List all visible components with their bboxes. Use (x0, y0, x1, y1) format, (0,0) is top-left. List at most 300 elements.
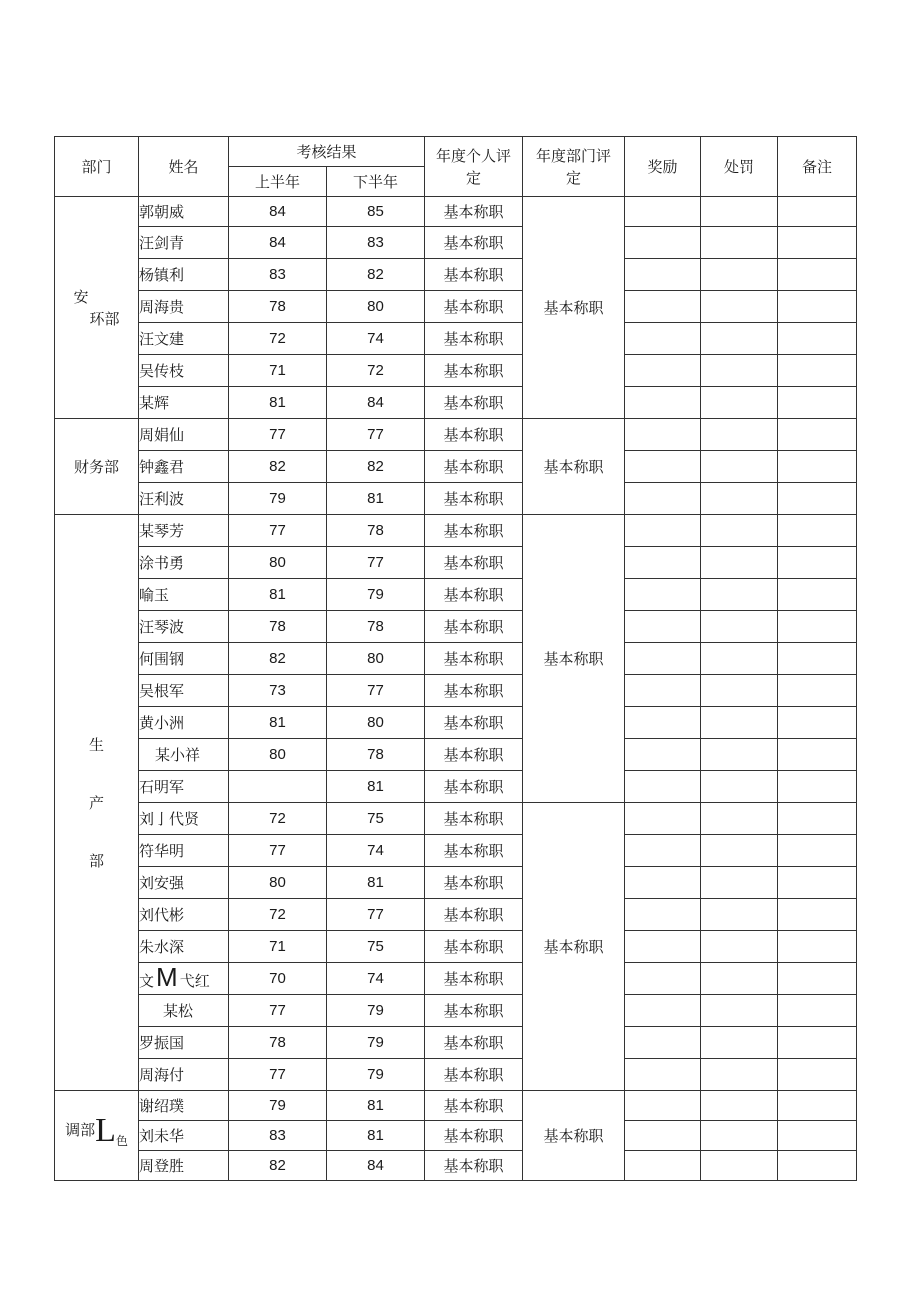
score-h1: 71 (229, 355, 327, 387)
penalty-cell (701, 1091, 778, 1121)
person-name: 周海贵 (139, 297, 185, 316)
person-name-part: M (156, 962, 178, 992)
score-h2: 79 (327, 1027, 425, 1059)
dept-cell (55, 1091, 139, 1181)
personal-eval-cell: 基本称职 (425, 579, 523, 611)
score-h1 (229, 771, 327, 803)
reward-cell (625, 899, 701, 931)
person-name: 吴传枝 (139, 361, 185, 380)
assessment-table (54, 136, 857, 1181)
score-h1: 78 (229, 291, 327, 323)
dept-eval-cell: 基本称职 (523, 515, 625, 803)
reward-cell (625, 1151, 701, 1181)
penalty-cell (701, 867, 778, 899)
score-h1: 80 (229, 547, 327, 579)
personal-eval-cell: 基本称职 (425, 1059, 523, 1091)
score-h1: 77 (229, 515, 327, 547)
remark-cell (778, 771, 857, 803)
personal-eval-cell: 基本称职 (425, 227, 523, 259)
table-row (55, 355, 857, 387)
dept-name-part: 部 (88, 851, 104, 870)
score-h2: 78 (327, 515, 425, 547)
score-h2: 77 (327, 419, 425, 451)
penalty-cell (701, 995, 778, 1027)
person-name: 周娟仙 (139, 425, 185, 444)
penalty-cell (701, 643, 778, 675)
score-h1: 77 (229, 835, 327, 867)
score-h2: 77 (327, 675, 425, 707)
personal-eval-cell: 基本称职 (425, 771, 523, 803)
penalty-cell (701, 739, 778, 771)
name-cell (139, 483, 229, 515)
name-cell (139, 323, 229, 355)
person-name: 汪文建 (139, 329, 185, 348)
person-name: 汪琴波 (139, 617, 185, 636)
personal-eval-cell: 基本称职 (425, 675, 523, 707)
reward-cell (625, 419, 701, 451)
score-h1: 80 (229, 739, 327, 771)
reward-cell (625, 771, 701, 803)
penalty-cell (701, 1059, 778, 1091)
penalty-cell (701, 515, 778, 547)
score-h2: 74 (327, 835, 425, 867)
reward-cell (625, 197, 701, 227)
person-name: 某松 (163, 1001, 194, 1020)
score-h2: 81 (327, 483, 425, 515)
header-reward: 奖励 (625, 137, 701, 197)
dept-cell (55, 515, 139, 1091)
remark-cell (778, 259, 857, 291)
remark-cell (778, 707, 857, 739)
remark-cell (778, 227, 857, 259)
name-cell (139, 1027, 229, 1059)
person-name: 符华明 (139, 841, 185, 860)
table-row (55, 227, 857, 259)
score-h1: 82 (229, 451, 327, 483)
score-h2: 82 (327, 259, 425, 291)
reward-cell (625, 1027, 701, 1059)
table-row (55, 1151, 857, 1181)
header-personal-eval-l1: 年度个人评 (436, 146, 512, 165)
personal-eval-cell: 基本称职 (425, 323, 523, 355)
personal-eval-cell: 基本称职 (425, 931, 523, 963)
name-cell (139, 931, 229, 963)
name-cell (139, 355, 229, 387)
name-cell (139, 771, 229, 803)
name-cell (139, 547, 229, 579)
table-row (55, 963, 857, 995)
score-h2: 81 (327, 1091, 425, 1121)
personal-eval-cell: 基本称职 (425, 611, 523, 643)
reward-cell (625, 451, 701, 483)
score-h2: 85 (327, 197, 425, 227)
penalty-cell (701, 483, 778, 515)
score-h1: 70 (229, 963, 327, 995)
dept-eval-cell: 基本称职 (523, 419, 625, 515)
penalty-cell (701, 835, 778, 867)
score-h2: 79 (327, 1059, 425, 1091)
personal-eval-cell: 基本称职 (425, 963, 523, 995)
name-cell (139, 675, 229, 707)
person-name: 汪利波 (139, 489, 185, 508)
reward-cell (625, 547, 701, 579)
reward-cell (625, 227, 701, 259)
score-h2: 78 (327, 739, 425, 771)
person-name: 周登胜 (139, 1156, 185, 1175)
reward-cell (625, 515, 701, 547)
remark-cell (778, 355, 857, 387)
penalty-cell (701, 419, 778, 451)
score-h2: 81 (327, 867, 425, 899)
name-cell (139, 963, 229, 995)
table-row (55, 547, 857, 579)
personal-eval-cell: 基本称职 (425, 1151, 523, 1181)
personal-eval-cell: 基本称职 (425, 547, 523, 579)
name-cell (139, 451, 229, 483)
remark-cell (778, 995, 857, 1027)
reward-cell (625, 1091, 701, 1121)
dept-name: 财务部 (73, 457, 119, 476)
reward-cell (625, 675, 701, 707)
dept-name-part: 环部 (89, 309, 120, 328)
person-name: 涂书勇 (139, 553, 185, 572)
score-h1: 72 (229, 803, 327, 835)
dept-name-part: 调部 (65, 1121, 96, 1139)
score-h1: 79 (229, 1091, 327, 1121)
score-h2: 72 (327, 355, 425, 387)
table-row (55, 995, 857, 1027)
name-cell (139, 387, 229, 419)
name-cell (139, 579, 229, 611)
header-personal-eval-l2: 定 (466, 168, 482, 187)
score-h2: 83 (327, 227, 425, 259)
personal-eval-cell: 基本称职 (425, 451, 523, 483)
score-h1: 72 (229, 323, 327, 355)
person-name-part: 弋红 (179, 971, 210, 990)
remark-cell (778, 963, 857, 995)
personal-eval-cell: 基本称职 (425, 291, 523, 323)
person-name: 谢绍璞 (139, 1096, 185, 1115)
reward-cell (625, 707, 701, 739)
remark-cell (778, 547, 857, 579)
remark-cell (778, 867, 857, 899)
name-cell (139, 515, 229, 547)
penalty-cell (701, 227, 778, 259)
name-cell (139, 611, 229, 643)
table-row (55, 197, 857, 227)
remark-cell (778, 1151, 857, 1181)
reward-cell (625, 323, 701, 355)
penalty-cell (701, 931, 778, 963)
penalty-cell (701, 675, 778, 707)
score-h2: 78 (327, 611, 425, 643)
table-row (55, 739, 857, 771)
score-h1: 81 (229, 579, 327, 611)
header-row-1 (55, 137, 857, 167)
score-h2: 79 (327, 579, 425, 611)
dept-name-part: 色 (115, 1134, 128, 1148)
person-name: 郭朝威 (139, 202, 185, 221)
remark-cell (778, 739, 857, 771)
reward-cell (625, 931, 701, 963)
name-cell (139, 227, 229, 259)
personal-eval-cell: 基本称职 (425, 899, 523, 931)
penalty-cell (701, 1151, 778, 1181)
score-h2: 77 (327, 547, 425, 579)
dept-name-part: 产 (88, 793, 104, 812)
person-name: 石明军 (139, 777, 185, 796)
person-name: 刘亅代贤 (139, 809, 200, 828)
reward-cell (625, 963, 701, 995)
person-name: 钟鑫君 (139, 457, 185, 476)
reward-cell (625, 483, 701, 515)
name-cell (139, 707, 229, 739)
dept-eval-cell: 基本称职 (523, 803, 625, 1091)
dept-cell (55, 419, 139, 515)
penalty-cell (701, 387, 778, 419)
name-cell (139, 1121, 229, 1151)
reward-cell (625, 387, 701, 419)
table-row (55, 387, 857, 419)
score-h1: 82 (229, 643, 327, 675)
table-row (55, 707, 857, 739)
penalty-cell (701, 579, 778, 611)
table-row (55, 1091, 857, 1121)
penalty-cell (701, 259, 778, 291)
penalty-cell (701, 771, 778, 803)
personal-eval-cell: 基本称职 (425, 835, 523, 867)
score-h1: 71 (229, 931, 327, 963)
score-h2: 80 (327, 707, 425, 739)
person-name: 汪剑青 (139, 233, 185, 252)
person-name: 刘代彬 (139, 905, 185, 924)
score-h1: 81 (229, 707, 327, 739)
score-h1: 72 (229, 899, 327, 931)
personal-eval-cell: 基本称职 (425, 803, 523, 835)
person-name: 喻玉 (139, 585, 170, 604)
name-cell (139, 739, 229, 771)
score-h1: 84 (229, 227, 327, 259)
score-h2: 81 (327, 771, 425, 803)
name-cell (139, 803, 229, 835)
table-body (55, 197, 857, 1181)
remark-cell (778, 1059, 857, 1091)
header-result: 考核结果 (229, 137, 425, 167)
remark-cell (778, 483, 857, 515)
personal-eval-cell: 基本称职 (425, 995, 523, 1027)
score-h1: 83 (229, 1121, 327, 1151)
reward-cell (625, 835, 701, 867)
header-name: 姓名 (139, 137, 229, 197)
reward-cell (625, 643, 701, 675)
table-row (55, 1121, 857, 1151)
header-h1: 上半年 (229, 167, 327, 197)
person-name: 某辉 (139, 393, 170, 412)
personal-eval-cell: 基本称职 (425, 419, 523, 451)
table-row (55, 643, 857, 675)
table-row (55, 675, 857, 707)
score-h1: 83 (229, 259, 327, 291)
score-h2: 79 (327, 995, 425, 1027)
remark-cell (778, 803, 857, 835)
score-h2: 80 (327, 643, 425, 675)
score-h2: 82 (327, 451, 425, 483)
score-h2: 81 (327, 1121, 425, 1151)
score-h1: 84 (229, 197, 327, 227)
table-row (55, 291, 857, 323)
header-h2: 下半年 (327, 167, 425, 197)
penalty-cell (701, 355, 778, 387)
table-row (55, 835, 857, 867)
name-cell (139, 291, 229, 323)
table-row (55, 611, 857, 643)
penalty-cell (701, 451, 778, 483)
person-name: 刘安强 (139, 873, 185, 892)
score-h1: 78 (229, 1027, 327, 1059)
dept-eval-cell: 基本称职 (523, 197, 625, 419)
reward-cell (625, 291, 701, 323)
dept-name-part: L (95, 1112, 116, 1149)
remark-cell (778, 1027, 857, 1059)
score-h1: 81 (229, 387, 327, 419)
header-personal-eval (425, 137, 523, 197)
person-name: 何围钢 (139, 649, 185, 668)
personal-eval-cell: 基本称职 (425, 739, 523, 771)
score-h2: 80 (327, 291, 425, 323)
name-cell (139, 995, 229, 1027)
remark-cell (778, 323, 857, 355)
reward-cell (625, 995, 701, 1027)
header-dept: 部门 (55, 137, 139, 197)
score-h1: 78 (229, 611, 327, 643)
dept-cell (55, 197, 139, 419)
penalty-cell (701, 1027, 778, 1059)
score-h1: 80 (229, 867, 327, 899)
remark-cell (778, 611, 857, 643)
name-cell (139, 643, 229, 675)
header-dept-eval-l2: 定 (566, 168, 582, 187)
table-row (55, 771, 857, 803)
name-cell (139, 259, 229, 291)
table-row (55, 1027, 857, 1059)
personal-eval-cell: 基本称职 (425, 515, 523, 547)
penalty-cell (701, 963, 778, 995)
table-row (55, 451, 857, 483)
header-penalty: 处罚 (701, 137, 778, 197)
table-row (55, 515, 857, 547)
header-remark: 备注 (778, 137, 857, 197)
score-h1: 79 (229, 483, 327, 515)
person-name: 黄小洲 (139, 713, 185, 732)
table-row (55, 899, 857, 931)
personal-eval-cell: 基本称职 (425, 1091, 523, 1121)
penalty-cell (701, 803, 778, 835)
person-name: 某琴芳 (139, 521, 185, 540)
person-name-part: 文 (139, 971, 155, 990)
person-name: 周海付 (139, 1065, 185, 1084)
personal-eval-cell: 基本称职 (425, 707, 523, 739)
personal-eval-cell: 基本称职 (425, 867, 523, 899)
person-name: 刘未华 (139, 1126, 185, 1145)
name-cell (139, 899, 229, 931)
remark-cell (778, 387, 857, 419)
remark-cell (778, 1121, 857, 1151)
table-row (55, 867, 857, 899)
reward-cell (625, 739, 701, 771)
remark-cell (778, 291, 857, 323)
score-h1: 77 (229, 995, 327, 1027)
remark-cell (778, 197, 857, 227)
remark-cell (778, 451, 857, 483)
person-name: 罗振国 (139, 1033, 185, 1052)
table-row (55, 483, 857, 515)
personal-eval-cell: 基本称职 (425, 1027, 523, 1059)
score-h1: 73 (229, 675, 327, 707)
table-row (55, 323, 857, 355)
name-cell (139, 1059, 229, 1091)
name-cell (139, 1091, 229, 1121)
personal-eval-cell: 基本称职 (425, 483, 523, 515)
personal-eval-cell: 基本称职 (425, 355, 523, 387)
penalty-cell (701, 323, 778, 355)
penalty-cell (701, 1121, 778, 1151)
personal-eval-cell: 基本称职 (425, 1121, 523, 1151)
dept-eval-cell: 基本称职 (523, 1091, 625, 1181)
score-h2: 74 (327, 963, 425, 995)
name-cell (139, 419, 229, 451)
header-dept-eval-l1: 年度部门评 (536, 146, 612, 165)
remark-cell (778, 1091, 857, 1121)
score-h1: 82 (229, 1151, 327, 1181)
score-h2: 74 (327, 323, 425, 355)
remark-cell (778, 643, 857, 675)
name-cell (139, 835, 229, 867)
name-cell (139, 867, 229, 899)
reward-cell (625, 867, 701, 899)
penalty-cell (701, 547, 778, 579)
remark-cell (778, 675, 857, 707)
reward-cell (625, 579, 701, 611)
score-h2: 75 (327, 803, 425, 835)
penalty-cell (701, 899, 778, 931)
table-row (55, 579, 857, 611)
name-cell (139, 1151, 229, 1181)
reward-cell (625, 1121, 701, 1151)
table-row (55, 931, 857, 963)
score-h1: 77 (229, 1059, 327, 1091)
reward-cell (625, 803, 701, 835)
penalty-cell (701, 611, 778, 643)
person-name: 杨镇利 (139, 265, 185, 284)
table-row (55, 419, 857, 451)
personal-eval-cell: 基本称职 (425, 387, 523, 419)
person-name: 某小祥 (155, 745, 201, 764)
remark-cell (778, 515, 857, 547)
score-h2: 77 (327, 899, 425, 931)
personal-eval-cell: 基本称职 (425, 259, 523, 291)
table-row (55, 803, 857, 835)
score-h1: 77 (229, 419, 327, 451)
dept-name-part: 安 (73, 287, 89, 306)
score-h2: 84 (327, 1151, 425, 1181)
header-dept-eval (523, 137, 625, 197)
remark-cell (778, 899, 857, 931)
table-row (55, 1059, 857, 1091)
score-h2: 75 (327, 931, 425, 963)
penalty-cell (701, 291, 778, 323)
remark-cell (778, 579, 857, 611)
dept-name-part: 生 (88, 735, 104, 754)
